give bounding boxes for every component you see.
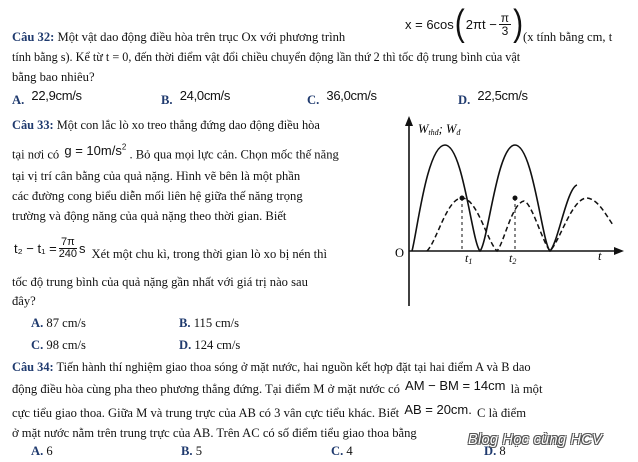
q34-option-b[interactable] (181, 444, 202, 459)
q32-eq-num: π (500, 10, 510, 25)
q34-line3-expr: AB = 20cm. (404, 402, 472, 417)
q34-line2-expr: AM − BM = 14cm (405, 378, 506, 393)
q34-option-c-label: C. (331, 444, 344, 458)
q33-t-expr: t₂ − t₁ = (14, 240, 57, 256)
q32-option-a-label: A. (12, 93, 25, 107)
q33-option-d-value: 124 cm/s (194, 338, 241, 352)
watermark: Blog Học cùng HCV (468, 432, 603, 448)
q34-option-a-label: A. (31, 444, 44, 458)
q33-line2b: . Bỏ qua mọi lực cản. Chọn mốc thế năng (129, 147, 339, 162)
q34-option-b-value: 5 (195, 444, 203, 458)
q34-option-c-value: 4 (346, 444, 353, 458)
q34-option-d-label: D. (484, 444, 497, 458)
graph-t1-point (460, 196, 465, 201)
q33-line2a: tại nơi có (12, 147, 60, 162)
q33-t-num: 7π (61, 235, 75, 248)
q34-line2a: động điều hòa cùng pha theo phương thẳng đứng. Tại điểm M ở mặt nước có (12, 382, 400, 396)
q33-option-b[interactable] (179, 316, 239, 331)
q33-option-d[interactable] (179, 338, 240, 353)
q34-option-a[interactable] (31, 444, 53, 459)
q32-eq-lhs: x = 6cos (405, 16, 454, 32)
q34-option-c[interactable] (331, 444, 353, 459)
right-paren-icon: ) (513, 2, 524, 44)
q33-line7: tốc độ trung bình của quả nặng gần nhất với giá trị nào sau (12, 275, 308, 289)
q33-option-c[interactable] (31, 338, 86, 353)
q33-line8: đây? (12, 294, 36, 308)
q32-label: Câu 32: (12, 30, 55, 44)
q32-line2: tính bằng s). Kể từ t = 0, đến thời điểm vật đổi chiều chuyển động lần thứ 2 thì tốc độ trung bình của vật (12, 50, 521, 64)
q34-line1-text: Tiến hành thí nghiệm giao thoa sóng ở mặt nước, hai nguồn kết hợp đặt tại hai điểm A và B dao (56, 360, 531, 374)
q33-option-c-value: 98 cm/s (46, 338, 86, 352)
q32-equation (405, 4, 523, 44)
graph-x-label: t (598, 249, 602, 263)
q33-line1 (12, 118, 320, 133)
q33-option-a-label: A. (31, 316, 44, 330)
q33-option-b-value: 115 cm/s (193, 316, 240, 330)
q34-option-d-value: 8 (499, 444, 506, 458)
q32-option-a-value: 22,9cm/s (31, 88, 82, 103)
q33-line1-text: Một con lắc lò xo treo thẳng đứng dao động điều hòa (56, 118, 320, 132)
q32-line1 (12, 30, 345, 45)
q32-option-b[interactable] (161, 88, 231, 108)
q33-option-c-label: C. (31, 338, 44, 352)
q33-option-a-value: 87 cm/s (46, 316, 86, 330)
q33-line3: tại vị trí cân bằng của quả nặng. Hình vẽ bên là một phần (12, 169, 301, 183)
q34-option-a-value: 6 (46, 444, 53, 458)
q34-line2b: là một (510, 382, 543, 396)
graph-y-arrow-icon (405, 116, 413, 126)
q33-line5: trường và động năng của quả nặng theo thời gian. Biết (12, 209, 287, 223)
q33-line4: các đường cong biểu diễn mối liên hệ giữa thế năng trọng (12, 189, 303, 203)
q33-g-sup: 2 (121, 143, 127, 152)
graph-dashed-curve (427, 198, 613, 251)
q32-eq-den: 3 (501, 23, 509, 38)
graph-t2-label: t2 (509, 251, 517, 266)
q33-option-a[interactable] (31, 316, 86, 331)
q34-line4: ở mặt nước nằm trên trung trực của AB. Trên AC có số điểm tiểu giao thoa bằng (12, 426, 417, 440)
q34-option-b-label: B. (181, 444, 193, 458)
q34-line3a: cực tiểu giao thoa. Giữa M và trung trực của AB có 3 vân cực tiểu khác. Biết (12, 406, 400, 420)
q32-eq-fraction (499, 12, 511, 37)
q33-option-d-label: D. (179, 338, 192, 352)
q33-energy-graph (392, 113, 632, 308)
q32-line3: bằng bao nhiêu? (12, 70, 95, 84)
q33-t-fraction (59, 237, 77, 260)
q32-option-b-label: B. (161, 93, 173, 107)
q33-line6-text: Xét một chu kì, trong thời gian lò xo bị nén thì (91, 246, 327, 261)
q33-g-expr (64, 143, 126, 158)
q33-line6 (14, 231, 327, 265)
graph-x-arrow-icon (614, 247, 624, 255)
q33-label: Câu 33: (12, 118, 54, 132)
graph-origin-label: O (395, 246, 405, 260)
q33-option-b-label: B. (179, 316, 191, 330)
q32-text1-end: (x tính bằng cm, t (523, 30, 613, 44)
q32-option-b-value: 24,0cm/s (179, 88, 231, 103)
graph-y-label: Wthđ; Wđ (418, 122, 461, 137)
q32-eq-mid: 2πt − (465, 16, 497, 32)
q34-line3b: C là điểm (477, 406, 526, 420)
q34-line2 (12, 378, 543, 397)
q32-option-a[interactable] (12, 88, 82, 108)
q32-option-d[interactable] (458, 88, 528, 108)
q32-option-d-label: D. (458, 93, 471, 107)
q32-text1: Một vật dao động điều hòa trên trục Ox với phương trình (57, 30, 346, 44)
q32-option-c-label: C. (307, 93, 320, 107)
q33-t-unit: s (79, 240, 86, 256)
left-paren-icon: ( (454, 2, 465, 44)
q33-g-expr-text: g = 10m/s (64, 143, 122, 159)
q32-option-c[interactable] (307, 88, 377, 108)
q34-label: Câu 34: (12, 360, 54, 374)
q32-option-c-value: 36,0cm/s (326, 88, 377, 103)
q34-line3 (12, 402, 526, 421)
graph-t1-label: t1 (465, 251, 473, 266)
q32-option-d-value: 22,5cm/s (477, 88, 528, 103)
graph-t2-point (513, 196, 518, 201)
q33-t-den: 240 (58, 247, 78, 260)
q34-line1 (12, 360, 531, 375)
q33-line2 (12, 143, 339, 162)
